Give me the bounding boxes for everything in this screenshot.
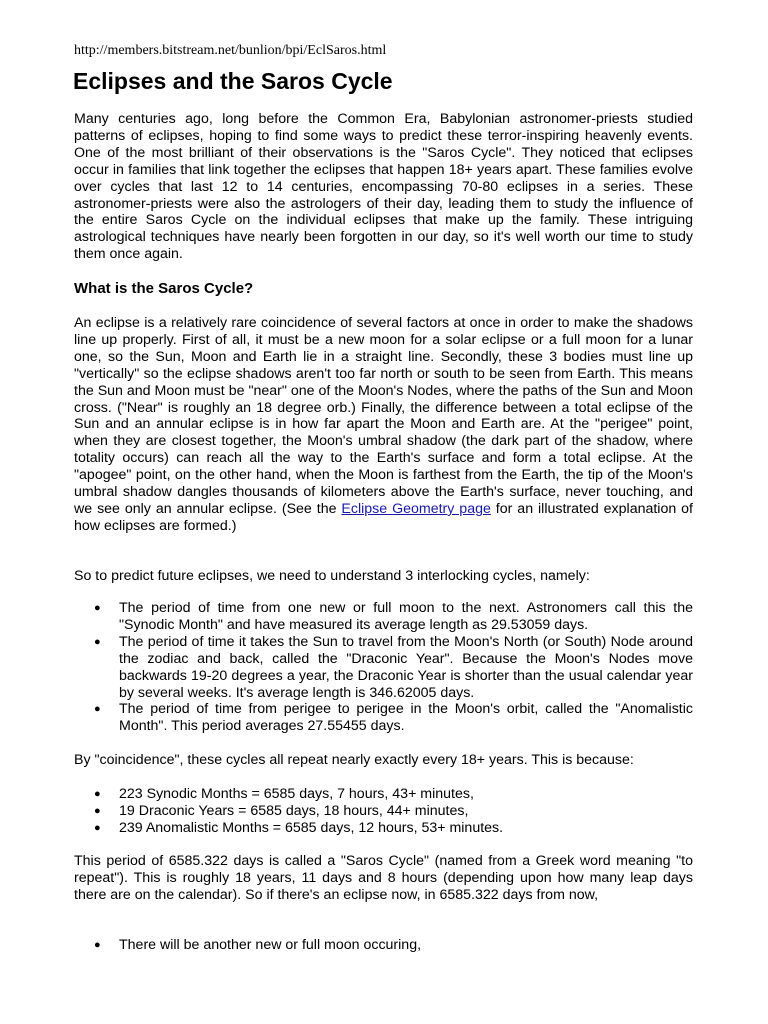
list-item-text: The period of time from perigee to perigee in the Moon's orbit, called the "Anomalistic Month". This period averages 27.55455 days. — [119, 701, 693, 735]
list-item — [94, 600, 693, 634]
bullet-icon: ● — [94, 703, 101, 716]
list-item-text: 239 Anomalistic Months = 6585 days, 12 hours, 53+ minutes. — [119, 819, 504, 836]
paragraph-text-after-link: for an illustrated explanation of how eclipses are formed.) — [74, 500, 694, 534]
bullet-icon: ● — [94, 821, 101, 834]
bullet-icon: ● — [94, 804, 101, 817]
page-title: Eclipses and the Saros Cycle — [73, 68, 393, 94]
cycles-intro-paragraph: So to predict future eclipses, we need to understand 3 interlocking cycles, namely: — [74, 568, 590, 584]
list-item — [94, 937, 693, 954]
source-url: http://members.bitstream.net/bunlion/bpi/EclSaros.html — [74, 43, 387, 58]
list-item-text: 223 Synodic Months = 6585 days, 7 hours, 43+ minutes, — [119, 786, 474, 802]
cycles-list — [94, 600, 693, 735]
list-item-text: 19 Draconic Years = 6585 days, 18 hours, 44+ minutes, — [119, 802, 469, 819]
bullet-icon: ● — [94, 635, 101, 648]
section-heading: What is the Saros Cycle? — [74, 280, 254, 297]
list-item-text: The period of time from one new or full moon to the next. Astronomers call this the "Synodic Month" and have measured its average length as 29.53059 days. — [119, 600, 693, 633]
bullet-icon: ● — [94, 788, 101, 800]
equations-list — [94, 786, 693, 837]
list-item — [94, 786, 693, 803]
eclipse-geometry-link[interactable]: Eclipse Geometry page — [341, 500, 491, 517]
saros-period-paragraph: This period of 6585.322 days is called a "Saros Cycle" (named from a Greek word meaning "to repeat"). This is roughly 18 years, 11 days and 8 hours (depending upon how many leap days there are on the calendar). So if there's an eclipse now, in 6585.322 days from now, — [74, 853, 693, 903]
intro-paragraph: Many centuries ago, long before the Common Era, Babylonian astronomer-priests studied patterns of eclipses, hoping to find some ways to predict these terror-inspiring heavenly events. One of the most brilliant of their observations is the "Saros Cycle". They noticed that eclipses occur in families that link together the eclipses that happen 18+ years apart. These families evolve over cycles that last 12 to 14 centuries, encompassing 70-80 eclipses in a series. These astronomer-priests were also the astrologers of their day, leading them to study the influence of the entire Saros Cycle on the individual eclipses that make up the family. These intriguing astrological techniques have nearly been forgotten in our day, so it's well worth our time to study them once again. — [74, 111, 693, 263]
coincidence-paragraph: By "coincidence", these cycles all repeat nearly exactly every 18+ years. This is because: — [74, 752, 634, 768]
eclipse-explanation-paragraph — [74, 315, 693, 535]
list-item — [94, 820, 693, 837]
bullet-icon: ● — [94, 939, 101, 951]
list-item-text: The period of time it takes the Sun to travel from the Moon's North (or South) Node around the zodiac and back, called the "Draconic Year". Because the Moon's Nodes move backwards 19-20 degrees a year, the Draconic Year is shorter than the usual calendar year by several weeks. It's average length is 346.62005 days. — [119, 633, 693, 701]
list-item — [94, 803, 693, 820]
paragraph-text-before-link: An eclipse is a relatively rare coincidence of several factors at once in order to make the shadows line up properly. First of all, it must be a new moon for a solar eclipse or a full moon for a lunar one, so the Sun, Moon and Earth lie in a straight line. Secondly, these 3 bodies must line up "vertically" so the eclipse shadows aren't too far north or south to be seen from Earth. This means the Sun and Moon must be "near" one of the Moon's Nodes, where the paths of the Sun and Moon cross. ("Near" is roughly an 18 degree orb.) Finally, the difference between a total eclipse of the Sun and an annular eclipse is in how far apart the Moon and Earth are. At the "perigee" point, when they are closest together, the Moon's umbral shadow (the dark part of the shadow, where totality occurs) can reach all the way to the Earth's surface and form a total eclipse. At the "apogee" point, on the other hand, when the Moon is farthest from the Earth, the tip of the Moon's umbral shadow dangles thousands of kilometers above the Earth's surface, never touching, and we see only an annular eclipse. (See the — [74, 315, 693, 517]
bullet-icon: ● — [94, 602, 101, 614]
list-item — [94, 701, 693, 735]
list-item — [94, 634, 693, 702]
list-item-text: There will be another new or full moon occuring, — [119, 937, 422, 953]
consequences-list — [94, 937, 693, 954]
